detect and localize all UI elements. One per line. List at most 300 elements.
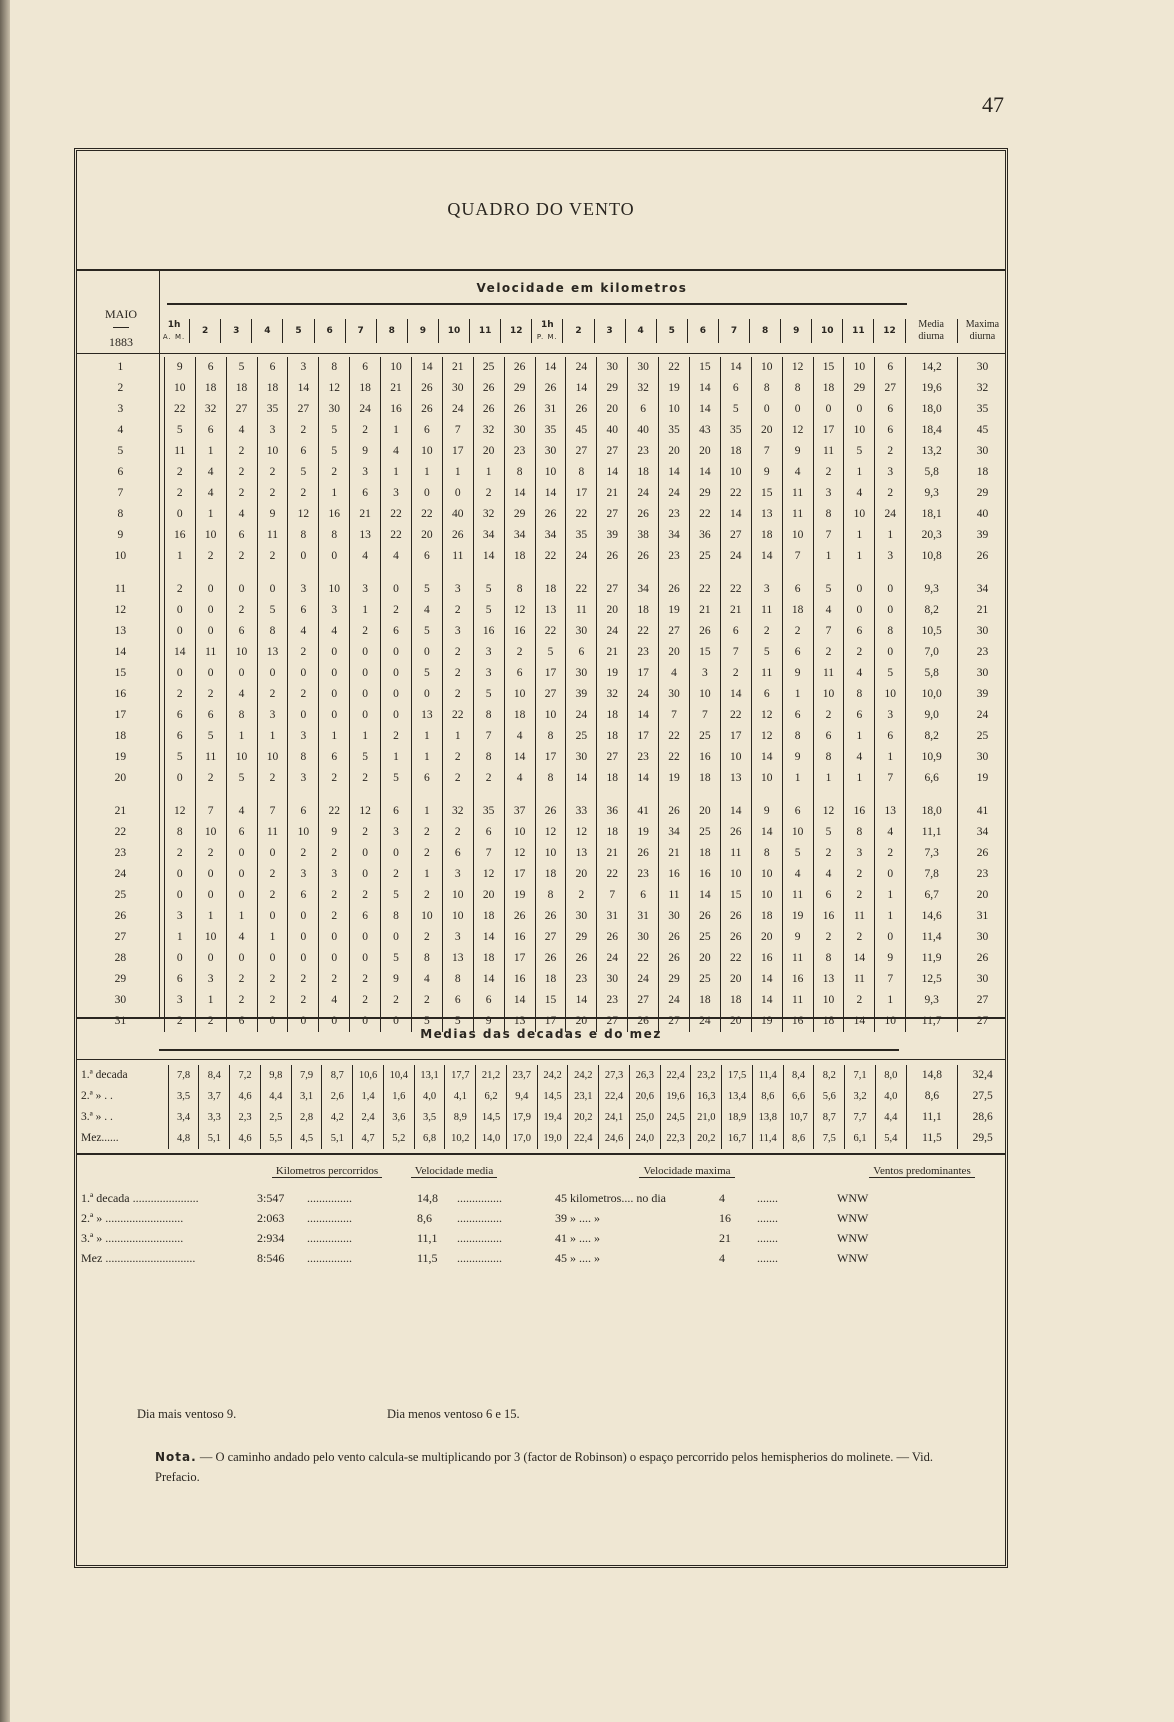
decade-mean-value-cell: 14,5 — [537, 1086, 568, 1107]
hour-value-cell: 12 — [782, 357, 813, 378]
hour-value-cell: 16 — [751, 948, 782, 969]
media-value-cell: 11,9 — [906, 948, 958, 969]
hour-value-cell: 30 — [566, 747, 597, 768]
day-row — [77, 969, 1007, 990]
summary-label: 1.ª decada ...................... — [81, 1191, 199, 1205]
hour-value-cell: 0 — [226, 843, 257, 864]
hour-value-cell: 19 — [751, 1011, 782, 1032]
hour-value-cell: 8 — [226, 705, 257, 726]
hour-value-cell: 11 — [844, 906, 875, 927]
hour-value-cell: 34 — [504, 525, 535, 546]
hour-value-cell: 10 — [720, 864, 751, 885]
page-number: 47 — [982, 92, 1004, 117]
hour-value-cell: 8 — [473, 747, 504, 768]
summary-dots: ............... — [457, 1251, 502, 1265]
hour-value-cell: 2 — [350, 768, 381, 789]
decade-mean-value-cell: 25,0 — [629, 1107, 660, 1128]
hour-value-cell: 0 — [176, 772, 183, 784]
summary-km: 2:063 — [257, 1211, 285, 1225]
hour-value-cell: 1 — [350, 726, 381, 747]
hour-value-cell: 18 — [504, 705, 535, 726]
hour-value-cell: 26 — [689, 906, 720, 927]
hour-value-cell: 10 — [844, 504, 875, 525]
hour-value-cell: 6 — [411, 768, 442, 789]
hour-value-cell: 7 — [751, 441, 782, 462]
summary-dia: 4 — [719, 1251, 725, 1265]
hour-header-cell: 12 — [501, 319, 532, 343]
decade-mean-value-cell: 10,7 — [783, 1107, 814, 1128]
decade-mean-value-cell: 3,4 — [176, 1112, 191, 1123]
summary-dia: 21 — [719, 1231, 731, 1245]
hour-value-cell: 6 — [566, 642, 597, 663]
hour-value-cell: 3 — [288, 357, 319, 378]
hour-value-cell: 0 — [381, 927, 412, 948]
hour-value-cell: 2 — [195, 546, 226, 567]
max-value-cell: 30 — [958, 747, 1007, 768]
decade-mean-value-cell: 24,2 — [537, 1065, 568, 1086]
hour-value-cell: 0 — [411, 483, 442, 504]
hour-value-cell: 10 — [257, 441, 288, 462]
hour-value-cell: 14 — [751, 546, 782, 567]
hour-value-cell: 17 — [566, 483, 597, 504]
decade-mean-value-cell: 4,2 — [322, 1107, 353, 1128]
summary-vel-max: 45 » .... » — [555, 1251, 600, 1265]
hour-value-cell: 1 — [411, 747, 442, 768]
hour-value-cell: 0 — [381, 567, 412, 600]
hour-value-cell: 14 — [566, 990, 597, 1011]
decade-mean-value-cell: 7,1 — [845, 1065, 876, 1086]
hour-value-cell: 2 — [176, 466, 183, 478]
hour-value-cell: 9 — [751, 789, 782, 822]
hour-value-cell: 6 — [195, 705, 226, 726]
hour-header-cell: 11 — [843, 319, 874, 343]
hour-value-cell: 11 — [782, 885, 813, 906]
decade-mean-row — [77, 1065, 1007, 1086]
hour-value-cell: 8 — [751, 843, 782, 864]
hour-value-cell: 3 — [473, 642, 504, 663]
hour-value-cell: 30 — [628, 357, 659, 378]
hour-value-cell: 4 — [226, 504, 257, 525]
hour-value-cell: 2 — [319, 843, 350, 864]
decade-mean-value-cell: 21,0 — [691, 1107, 722, 1128]
hour-value-cell: 8 — [813, 747, 844, 768]
hour-value-cell: 11 — [659, 885, 690, 906]
hour-value-cell: 0 — [195, 600, 226, 621]
media-value-cell: 18,0 — [906, 789, 958, 822]
hour-value-cell: 22 — [566, 567, 597, 600]
hour-value-cell: 4 — [319, 621, 350, 642]
hour-value-cell: 2 — [844, 864, 875, 885]
hour-value-cell: 3 — [257, 420, 288, 441]
decade-mean-value-cell: 4,0 — [875, 1086, 906, 1107]
hour-value-cell: 10 — [288, 822, 319, 843]
hour-value-cell: 3 — [381, 483, 412, 504]
day-number-cell: 2 — [77, 378, 164, 399]
decade-mean-value-cell: 6,6 — [783, 1086, 814, 1107]
hour-value-cell: 27 — [566, 441, 597, 462]
decade-mean-value-cell: 10,6 — [353, 1065, 384, 1086]
max-value-cell: 39 — [958, 525, 1007, 546]
hour-value-cell: 11 — [813, 663, 844, 684]
hour-value-cell: 11 — [844, 969, 875, 990]
hour-value-cell: 1 — [875, 990, 906, 1011]
vel-max-header: Velocidade maxima — [557, 1165, 817, 1177]
hour-value-cell: 18 — [597, 726, 628, 747]
day-row — [77, 705, 1007, 726]
day-number-cell: 25 — [77, 885, 164, 906]
hour-value-cell: 14 — [411, 357, 442, 378]
hour-value-cell: 14 — [504, 747, 535, 768]
hour-value-cell: 1 — [813, 546, 844, 567]
decade-mean-value-cell: 2,6 — [322, 1086, 353, 1107]
day-number-cell: 23 — [77, 843, 164, 864]
decade-mean-value-cell: 24,2 — [568, 1065, 599, 1086]
summary-dots: ....... — [757, 1231, 778, 1245]
media-value-cell: 20,3 — [906, 525, 958, 546]
hour-value-cell: 14 — [720, 789, 751, 822]
hour-value-cell: 31 — [597, 906, 628, 927]
hour-header-cell: 3 — [221, 319, 252, 343]
hour-value-cell: 18 — [813, 1011, 844, 1032]
hour-value-cell: 8 — [288, 747, 319, 768]
hour-value-cell: 22 — [628, 621, 659, 642]
media-value-cell: 9,3 — [906, 483, 958, 504]
media-value-cell: 10,5 — [906, 621, 958, 642]
hour-value-cell: 15 — [689, 357, 720, 378]
media-value-cell: 19,6 — [906, 378, 958, 399]
hour-value-cell: 4 — [195, 462, 226, 483]
hour-value-cell: 1 — [782, 768, 813, 789]
hour-value-cell: 12 — [504, 843, 535, 864]
hour-value-cell: 24 — [659, 483, 690, 504]
hour-value-cell: 12 — [535, 822, 566, 843]
decade-mean-value-cell: 11,4 — [752, 1065, 783, 1086]
hour-value-cell: 18 — [628, 600, 659, 621]
hour-value-cell: 10 — [535, 462, 566, 483]
hour-value-cell: 24 — [350, 399, 381, 420]
hour-value-cell: 14 — [566, 378, 597, 399]
hour-value-cell: 0 — [381, 1011, 412, 1032]
hour-value-cell: 0 — [350, 663, 381, 684]
day-row — [77, 906, 1007, 927]
summary-vento: WNW — [837, 1191, 869, 1205]
max-value-cell: 30 — [958, 357, 1007, 378]
hour-value-cell: 9 — [751, 462, 782, 483]
hour-value-cell: 17 — [504, 864, 535, 885]
hour-value-cell: 0 — [381, 705, 412, 726]
hour-value-cell: 10 — [844, 357, 875, 378]
hour-value-cell: 0 — [844, 399, 875, 420]
hour-value-cell: 1 — [875, 747, 906, 768]
hour-value-cell: 16 — [504, 969, 535, 990]
hour-value-cell: 7 — [813, 621, 844, 642]
day-number-cell: 17 — [77, 705, 164, 726]
hour-value-cell: 8 — [411, 948, 442, 969]
decade-mean-value-cell: 21,2 — [476, 1065, 507, 1086]
decade-mean-value-cell: 4,7 — [353, 1128, 384, 1149]
hour-value-cell: 8 — [288, 525, 319, 546]
decade-mean-value-cell: 23,2 — [691, 1065, 722, 1086]
hour-value-cell: 13 — [504, 1011, 535, 1032]
hour-value-cell: 15 — [535, 990, 566, 1011]
hour-value-cell: 37 — [504, 789, 535, 822]
hour-value-cell: 19 — [628, 822, 659, 843]
hour-value-cell: 0 — [319, 546, 350, 567]
decade-mean-value-cell: 24,1 — [599, 1107, 630, 1128]
hour-value-cell: 1 — [350, 600, 381, 621]
decade-mean-value-cell: 8,4 — [783, 1065, 814, 1086]
hour-value-cell: 16 — [319, 504, 350, 525]
summary-dia: 4 — [719, 1191, 725, 1205]
hour-value-cell: 12 — [751, 705, 782, 726]
hour-value-cell: 2 — [473, 483, 504, 504]
hour-value-cell: 0 — [226, 885, 257, 906]
hour-value-cell: 14 — [844, 948, 875, 969]
hour-value-cell: 10 — [751, 885, 782, 906]
hour-value-cell: 2 — [350, 822, 381, 843]
hour-value-cell: 0 — [288, 906, 319, 927]
hour-value-cell: 1 — [442, 726, 473, 747]
hour-value-cell: 2 — [257, 768, 288, 789]
hour-value-cell: 22 — [381, 525, 412, 546]
hour-value-cell: 27 — [288, 399, 319, 420]
decade-mean-value-cell: 10,4 — [383, 1065, 414, 1086]
media-value-cell: 7,0 — [906, 642, 958, 663]
hour-value-cell: 2 — [442, 642, 473, 663]
hour-value-cell: 10 — [381, 357, 412, 378]
hour-value-cell: 20 — [751, 420, 782, 441]
hour-value-cell: 2 — [751, 621, 782, 642]
hour-value-cell: 2 — [442, 684, 473, 705]
hour-header-cell: 1h P. M. — [532, 319, 563, 343]
hour-header-cell: 11 — [470, 319, 501, 343]
hour-value-cell: 13 — [257, 642, 288, 663]
hour-value-cell: 10 — [720, 462, 751, 483]
hour-value-cell: 0 — [813, 399, 844, 420]
max-value-cell: 34 — [958, 567, 1007, 600]
hour-value-cell: 5 — [473, 600, 504, 621]
hour-value-cell: 18 — [195, 378, 226, 399]
decade-mean-value-cell: 27,3 — [599, 1065, 630, 1086]
decade-label-cell: 1.ª decada — [77, 1065, 168, 1086]
hour-value-cell: 21 — [720, 600, 751, 621]
hour-value-cell: 19 — [782, 906, 813, 927]
summary-label: 2.ª » .......................... — [81, 1211, 184, 1225]
max-value-cell: 20 — [958, 885, 1007, 906]
means-brace — [159, 1049, 899, 1057]
nota-block — [155, 1447, 935, 1487]
hour-header-cell: 1h A. M. — [159, 319, 190, 343]
hour-value-cell: 6 — [226, 525, 257, 546]
hour-value-cell: 23 — [566, 969, 597, 990]
hour-header-cell: 5 — [283, 319, 314, 343]
decade-mean-value-cell: 3,6 — [383, 1107, 414, 1128]
hour-value-cell: 5 — [411, 621, 442, 642]
decade-mean-value-cell: 22,4 — [599, 1086, 630, 1107]
hour-value-cell: 26 — [597, 546, 628, 567]
hour-value-cell: 4 — [226, 927, 257, 948]
hour-value-cell: 0 — [257, 567, 288, 600]
hour-value-cell: 2 — [381, 600, 412, 621]
hour-value-cell: 26 — [535, 906, 566, 927]
hour-value-cell: 7 — [473, 843, 504, 864]
max-value-cell: 30 — [958, 621, 1007, 642]
hour-value-cell: 5 — [288, 462, 319, 483]
hour-value-cell: 2 — [782, 621, 813, 642]
decade-mean-value-cell: 16,7 — [722, 1128, 753, 1149]
means-section-title: Medias das decadas e do mez — [420, 1027, 662, 1041]
hour-value-cell: 10 — [813, 990, 844, 1011]
hour-value-cell: 3 — [176, 994, 183, 1006]
vel-media-header: Velocidade media — [369, 1165, 539, 1177]
decade-mean-value-cell: 5,5 — [260, 1128, 291, 1149]
hour-value-cell: 9 — [473, 1011, 504, 1032]
hour-value-cell: 0 — [176, 625, 183, 637]
hour-value-cell: 27 — [875, 378, 906, 399]
hour-value-cell: 13 — [566, 843, 597, 864]
hour-value-cell: 18 — [597, 705, 628, 726]
hour-value-cell: 9 — [381, 969, 412, 990]
hour-value-cell: 14 — [174, 646, 186, 658]
hour-value-cell: 10 — [257, 747, 288, 768]
hour-value-cell: 1 — [844, 726, 875, 747]
decade-mean-value-cell: 13,4 — [722, 1086, 753, 1107]
hour-value-cell: 5 — [844, 441, 875, 462]
hour-value-cell: 13 — [751, 504, 782, 525]
hour-value-cell: 0 — [319, 642, 350, 663]
hour-value-cell: 38 — [628, 525, 659, 546]
decade-mean-value-cell: 18,9 — [722, 1107, 753, 1128]
hour-value-cell: 3 — [875, 705, 906, 726]
decade-mean-value-cell: 24,5 — [660, 1107, 691, 1128]
hour-value-cell: 5 — [813, 822, 844, 843]
max-value-cell: 26 — [958, 546, 1007, 567]
hour-value-cell: 4 — [226, 420, 257, 441]
summary-dots: ............... — [457, 1191, 502, 1205]
hour-value-cell: 0 — [226, 948, 257, 969]
hour-value-cell: 4 — [844, 663, 875, 684]
hour-value-cell: 1 — [411, 789, 442, 822]
hour-value-cell: 10 — [319, 567, 350, 600]
hour-value-cell: 2 — [257, 990, 288, 1011]
hour-value-cell: 43 — [689, 420, 720, 441]
decade-mean-value-cell: 14,0 — [476, 1128, 507, 1149]
decade-mean-value-cell: 3,5 — [176, 1091, 191, 1102]
hour-value-cell: 30 — [319, 399, 350, 420]
hour-value-cell: 7 — [442, 420, 473, 441]
hour-value-cell: 20 — [689, 789, 720, 822]
hour-value-cell: 6 — [350, 906, 381, 927]
hour-value-cell: 18 — [535, 969, 566, 990]
summary-dots: ............... — [307, 1231, 352, 1245]
hour-value-cell: 2 — [195, 1011, 226, 1032]
hour-value-cell: 22 — [659, 357, 690, 378]
hour-header-cell: 6 — [314, 319, 345, 343]
hour-value-cell: 26 — [628, 1011, 659, 1032]
hour-value-cell: 31 — [535, 399, 566, 420]
decade-media-cell: 11,1 — [906, 1107, 958, 1128]
hour-value-cell: 15 — [813, 357, 844, 378]
hour-value-cell: 5 — [875, 663, 906, 684]
decade-mean-value-cell: 9,4 — [506, 1086, 537, 1107]
summary-vel-media: 14,8 — [417, 1191, 438, 1205]
hour-value-cell: 26 — [720, 927, 751, 948]
hour-value-cell: 22 — [689, 567, 720, 600]
max-value-cell: 27 — [958, 1011, 1007, 1032]
hour-value-cell: 5 — [319, 441, 350, 462]
hour-value-cell: 13 — [875, 789, 906, 822]
day-number-cell: 13 — [77, 621, 164, 642]
hour-value-cell: 2 — [844, 990, 875, 1011]
hour-value-cell: 2 — [319, 906, 350, 927]
hour-value-cell: 5 — [176, 424, 183, 436]
hour-value-cell: 1 — [176, 931, 183, 943]
hour-value-cell: 8 — [176, 826, 183, 838]
hour-value-cell: 2 — [875, 483, 906, 504]
hour-value-cell: 17 — [535, 747, 566, 768]
hour-value-cell: 32 — [597, 684, 628, 705]
decade-mean-value-cell: 22,3 — [660, 1128, 691, 1149]
hour-value-cell: 17 — [628, 663, 659, 684]
hour-value-cell: 12 — [473, 864, 504, 885]
hour-value-cell: 8 — [504, 567, 535, 600]
hour-value-cell: 0 — [319, 1011, 350, 1032]
hour-value-cell: 0 — [176, 508, 183, 520]
media-value-cell: 9,3 — [906, 990, 958, 1011]
hour-value-cell: 24 — [597, 948, 628, 969]
maxima-diurna-header: Maxima diurna — [957, 319, 1007, 343]
day-number-cell: 29 — [77, 969, 164, 990]
hour-value-cell: 11 — [751, 600, 782, 621]
decade-mean-value-cell: 26,3 — [629, 1065, 660, 1086]
hour-value-cell: 4 — [504, 726, 535, 747]
hour-value-cell: 3 — [875, 462, 906, 483]
hour-value-cell: 5 — [473, 567, 504, 600]
hour-value-cell: 0 — [226, 864, 257, 885]
hour-value-cell: 4 — [875, 822, 906, 843]
hour-value-cell: 6 — [226, 621, 257, 642]
hour-value-cell: 16 — [174, 529, 186, 541]
hour-value-cell: 45 — [566, 420, 597, 441]
hour-value-cell: 2 — [319, 462, 350, 483]
hour-value-cell: 30 — [566, 663, 597, 684]
hour-value-cell: 26 — [566, 948, 597, 969]
day-number-cell: 15 — [77, 663, 164, 684]
hour-value-cell: 17 — [720, 726, 751, 747]
hour-value-cell: 1 — [257, 726, 288, 747]
hour-value-cell: 26 — [720, 822, 751, 843]
hour-value-cell: 18 — [628, 462, 659, 483]
hour-value-cell: 29 — [844, 378, 875, 399]
hour-value-cell: 7 — [875, 969, 906, 990]
hour-value-cell: 32 — [195, 399, 226, 420]
hour-value-cell: 2 — [319, 768, 350, 789]
max-value-cell: 21 — [958, 600, 1007, 621]
hour-value-cell: 14 — [566, 768, 597, 789]
hour-value-cell: 25 — [473, 357, 504, 378]
hour-value-cell: 0 — [381, 843, 412, 864]
hour-value-cell: 11 — [782, 948, 813, 969]
hour-value-cell: 0 — [176, 868, 183, 880]
hour-value-cell: 22 — [174, 403, 186, 415]
am-label: A. M. — [162, 333, 186, 341]
hour-value-cell: 8 — [751, 378, 782, 399]
hour-value-cell: 21 — [350, 504, 381, 525]
hour-value-cell: 2 — [257, 969, 288, 990]
hour-value-cell: 16 — [473, 621, 504, 642]
hour-value-cell: 8 — [782, 726, 813, 747]
hour-value-cell: 5 — [473, 684, 504, 705]
